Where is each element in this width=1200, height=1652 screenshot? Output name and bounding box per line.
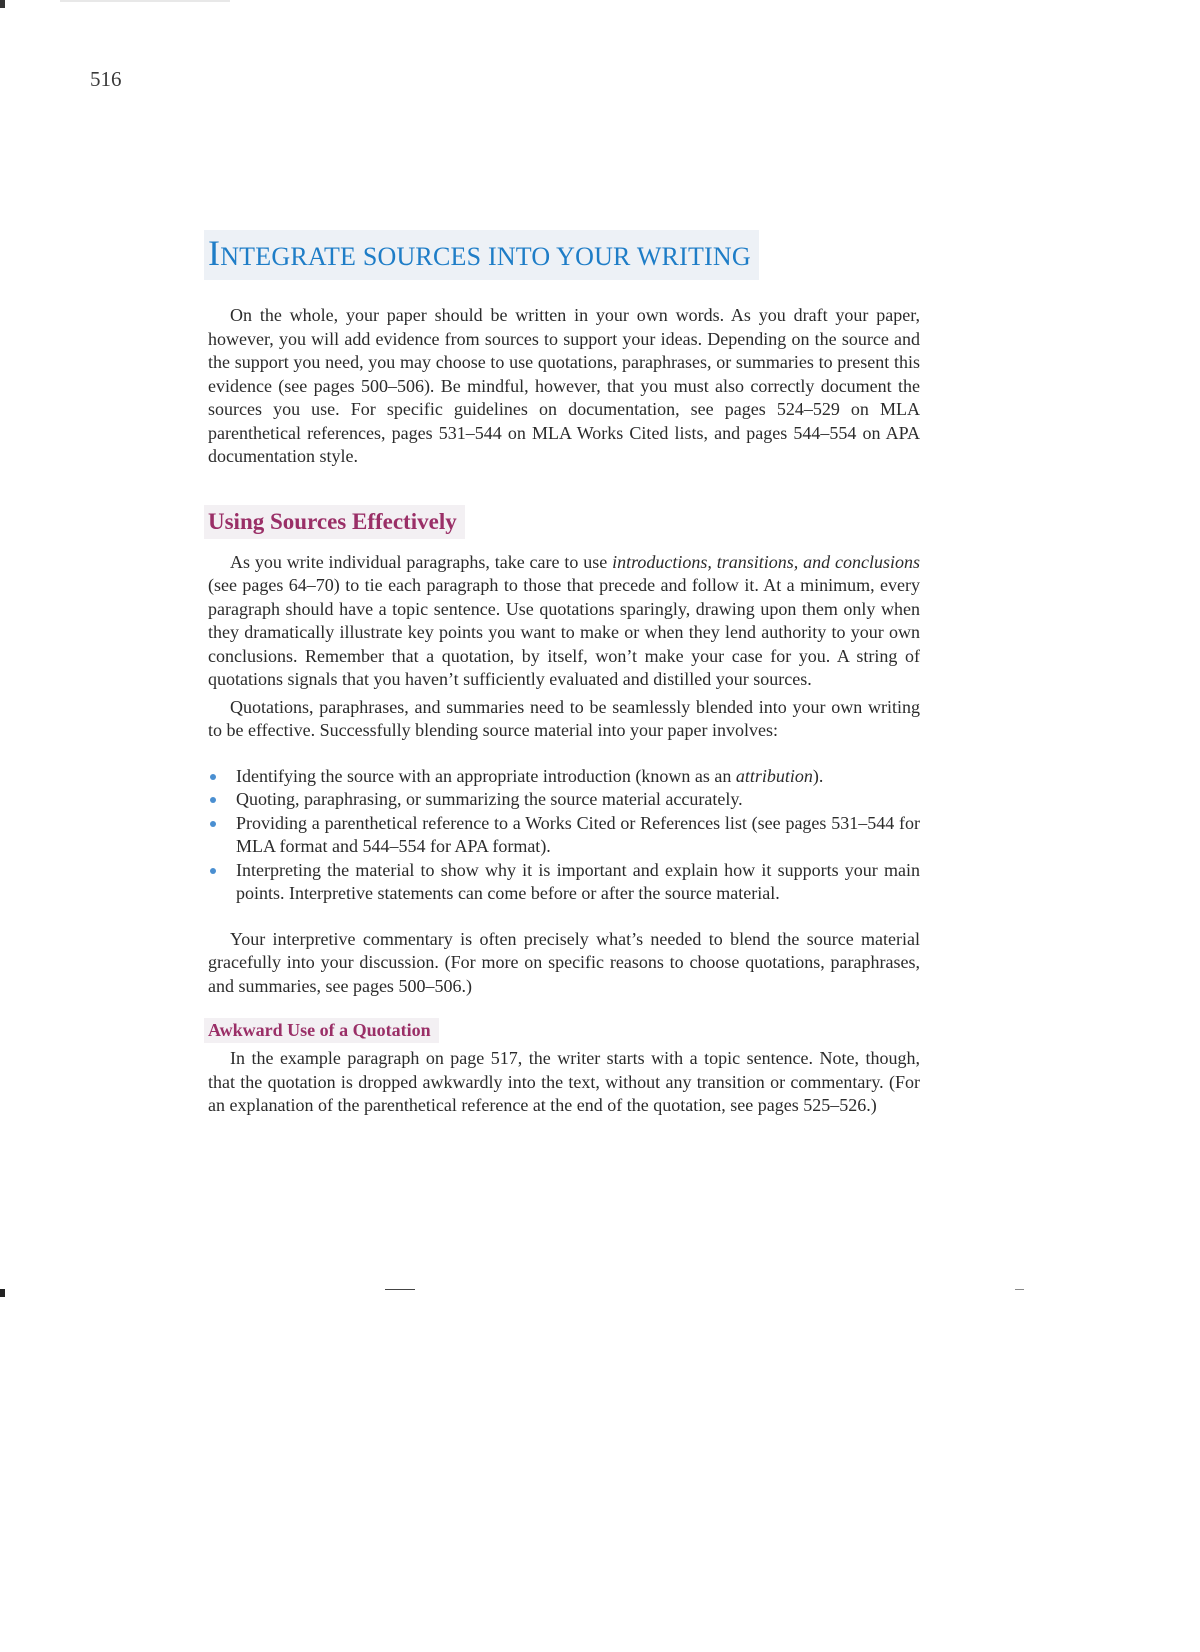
list-item bbox=[208, 812, 920, 859]
list-item-text-after: ). bbox=[812, 765, 824, 786]
top-rule bbox=[60, 0, 230, 2]
using-sources-heading: Using Sources Effectively bbox=[204, 505, 465, 539]
page-number: 516 bbox=[90, 67, 122, 91]
bullet-icon bbox=[210, 821, 216, 827]
bullet-icon bbox=[210, 797, 216, 803]
list-item-italic: attribution bbox=[735, 765, 813, 786]
bullet-icon bbox=[210, 774, 216, 780]
list-item-text: Providing a parenthetical reference to a Works Cited or References list (see pages 531–544 for MLA format and 544–554 for APA format). bbox=[236, 812, 920, 856]
bottom-rule bbox=[385, 1289, 415, 1290]
list-item bbox=[208, 788, 920, 812]
p1-text-before: As you write individual paragraphs, take care to use bbox=[230, 551, 613, 572]
intro-paragraph: On the whole, your paper should be written in your own words. As you draft your paper, however, you will add evidence from sources to support your ideas. Depending on the source and the support you need, you may choose to use quotations, paraphrases, or summaries to present this evidence (see pages 500–506). Be mindful, however, that you must also correctly document the sources you use. For specific guidelines on documentation, see pages 524–529 on MLA parenthetical references, pages 531–544 on MLA Works Cited lists, and pages 544–554 on APA documentation style. bbox=[208, 305, 920, 466]
section-title-rest: NTEGRATE SOURCES INTO YOUR WRITING bbox=[220, 242, 751, 271]
blending-steps-list bbox=[208, 765, 920, 906]
awkward-quotation-paragraph: In the example paragraph on page 517, the writer starts with a topic sentence. Note, though, that the quotation is dropped awkwardly into the text, without any transition or commentary. (For an explanation of the parenthetical reference at the end of the quotation, see pages 525–526.) bbox=[208, 1048, 920, 1115]
page-content bbox=[208, 230, 920, 1118]
crop-mark-bottom-left bbox=[0, 1289, 5, 1297]
list-item-text: Interpreting the material to show why it is important and explain how it supports your main points. Interpretive statements can come before or after the source material. bbox=[236, 859, 920, 903]
list-item bbox=[208, 859, 920, 906]
crop-mark-top-left bbox=[0, 0, 5, 8]
list-item-text: Quoting, paraphrasing, or summarizing the source material accurately. bbox=[236, 789, 743, 809]
section-title bbox=[204, 230, 759, 280]
awkward-quotation-heading: Awkward Use of a Quotation bbox=[204, 1018, 439, 1043]
list-item-text: Identifying the source with an appropriate introduction (known as an bbox=[236, 765, 736, 786]
bullet-icon bbox=[210, 868, 216, 874]
using-sources-paragraph-2: Quotations, paraphrases, and summaries need to be seamlessly blended into your own writing to be effective. Successfully blending source material into your paper involves: bbox=[208, 696, 920, 740]
p1-text-after: (see pages 64–70) to tie each paragraph to those that precede and follow it. At a minimum, every paragraph should have a topic sentence. Use quotations sparingly, drawing upon them only when they dramatically illustrate key points you want to make or when they lend authority to your own conclusions. Remember that a quotation, by itself, won’t make your case for you. A string of quotations signals that you haven’t sufficiently evaluated and distilled your sources. bbox=[208, 575, 920, 689]
bottom-tick bbox=[1015, 1289, 1024, 1290]
using-sources-paragraph-1 bbox=[208, 551, 920, 692]
section-title-initial: I bbox=[208, 233, 221, 273]
using-sources-paragraph-3: Your interpretive commentary is often precisely what’s needed to blend the source material gracefully into your discussion. (For more on specific reasons to choose quotations, paraphrases, and summaries, see pages 500–506.) bbox=[208, 928, 920, 996]
p1-text-italic: introductions, transitions, and conclusions bbox=[612, 551, 920, 572]
list-item bbox=[208, 765, 920, 789]
